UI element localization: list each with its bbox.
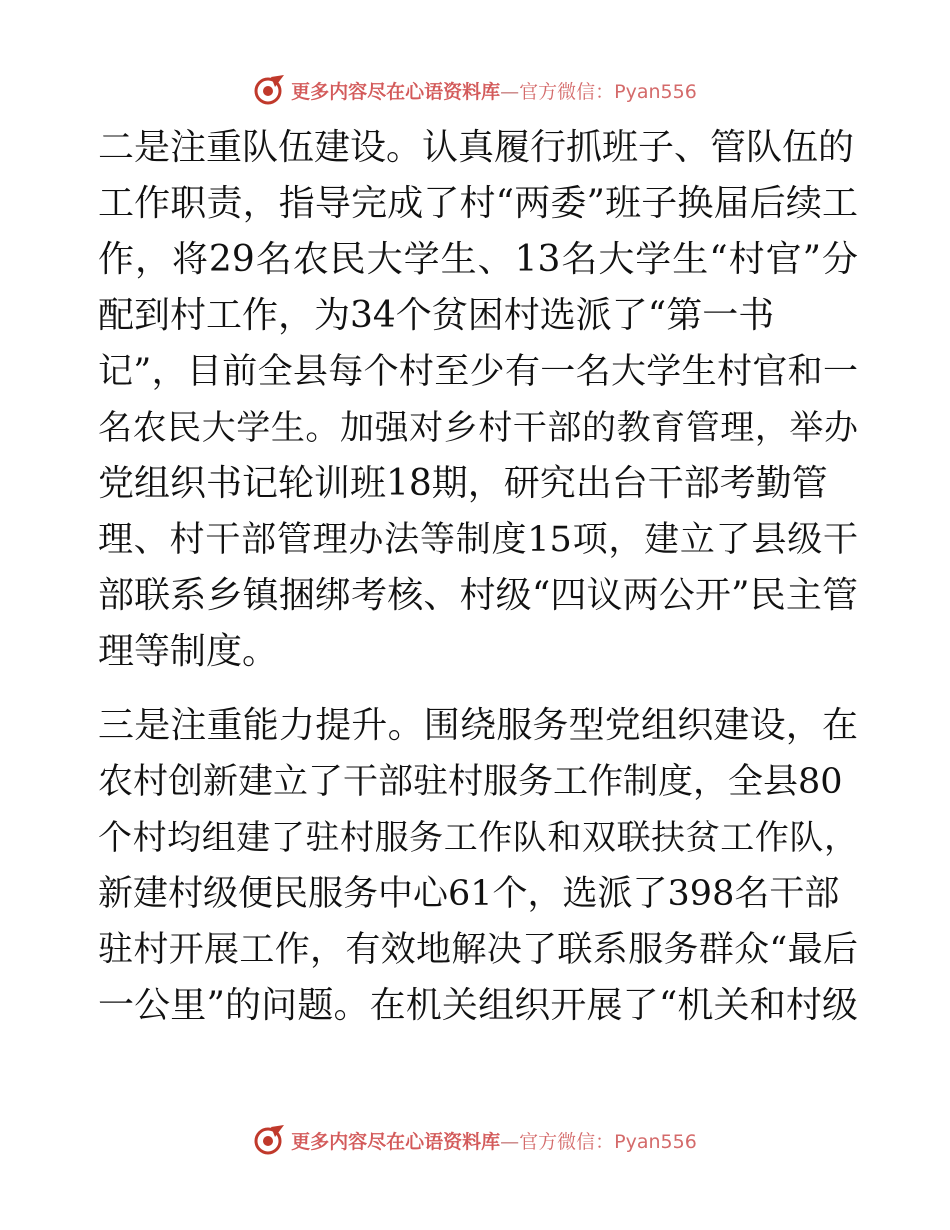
footer-watermark — [0, 1120, 950, 1160]
text-line: 二是注重队伍建设。认真履行抓班子、管队伍的 — [98, 127, 855, 168]
text-line: 记”，目前全县每个村至少有一名大学生村官和一 — [98, 352, 858, 392]
text-line: 一公里”的问题。在机关组织开展了“机关和村级 — [98, 985, 858, 1026]
text-line: 党组织书记轮训班18期，研究出台干部考勤管 — [98, 463, 828, 504]
text-line: 配到村工作，为34个贫困村选派了“第一书 — [98, 295, 775, 336]
header-watermark — [0, 70, 950, 110]
text-line: 理、村干部管理办法等制度15项，建立了县级干 — [98, 520, 858, 560]
text-line: 名农民大学生。加强对乡村干部的教育管理，举办 — [98, 408, 858, 448]
text-line: 新建村级便民服务中心61个，选派了398名干部 — [98, 874, 840, 914]
text-line: 理等制度。 — [98, 631, 279, 672]
text-line: 驻村开展工作，有效地解决了联系服务群众“最后 — [98, 930, 858, 970]
text-line: 个村均组建了驻村服务工作队和双联扶贫工作队， — [98, 818, 858, 858]
watermark-text: 更多内容尽在心语资料库—官方微信：Pyan556 — [291, 80, 697, 103]
pen-logo-icon — [253, 1123, 287, 1157]
text-line: 农村创新建立了干部驻村服务工作制度，全县80 — [98, 762, 843, 802]
paragraph — [98, 120, 858, 680]
text-line: 工作职责，指导完成了村“两委”班子换届后续工 — [98, 183, 858, 224]
document-body — [98, 120, 858, 1034]
paragraph — [98, 698, 858, 1034]
pen-logo-icon — [253, 73, 287, 107]
text-line: 三是注重能力提升。围绕服务型党组织建设，在 — [98, 705, 858, 746]
text-line: 作，将29名农民大学生、13名大学生“村官”分 — [98, 239, 858, 280]
watermark-text: 更多内容尽在心语资料库—官方微信：Pyan556 — [291, 1130, 697, 1153]
text-line: 部联系乡镇捆绑考核、村级“四议两公开”民主管 — [98, 575, 858, 616]
